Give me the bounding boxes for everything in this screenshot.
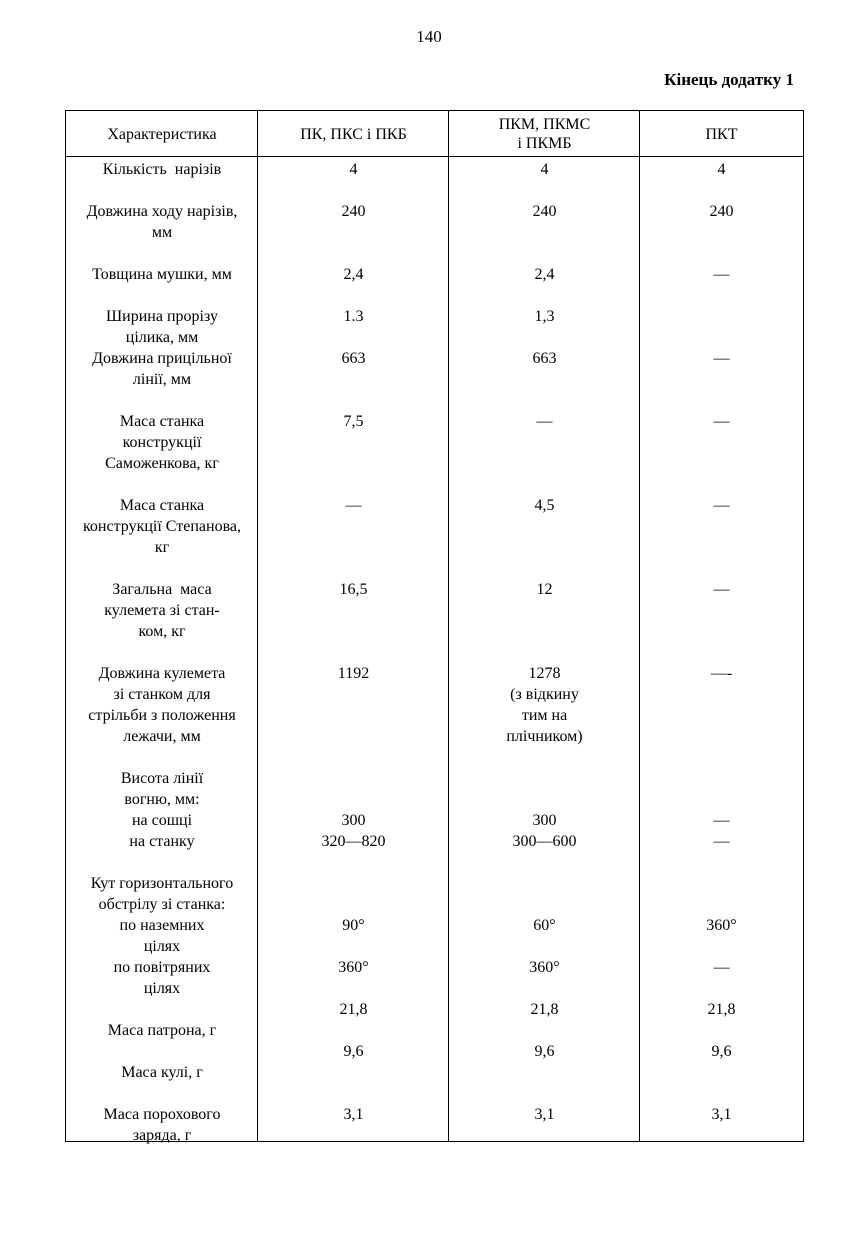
characteristics-table [65, 110, 804, 1142]
page-number: 140 [416, 27, 442, 46]
row-label: Висота лінії вогню, мм: на сошці на станку [120, 770, 204, 850]
row-label: Маса патрона, г [107, 1022, 217, 1039]
header-pk: ПК, ПКС і ПКБ [300, 125, 407, 143]
row-label: Довжина кулемета зі станком для стрільби з положення лежачи, мм [88, 665, 236, 745]
cell-pk: 663 [341, 350, 366, 367]
row-label: Маса станка конструкції Саможенкова, кг [105, 413, 219, 472]
cell-pkt: — [713, 413, 730, 430]
cell-pkm: 300 300—600 [512, 812, 577, 850]
cell-pkt: 21,8 [707, 1001, 736, 1018]
cell-pk: 9,6 [343, 1043, 364, 1060]
cell-pkm: 3,1 [534, 1106, 555, 1123]
header-pkt: ПКТ [705, 125, 738, 143]
header-pkm: ПКМ, ПКМС і ПКМБ [498, 116, 591, 152]
cell-pk: 4 [349, 161, 358, 178]
cell-pkm: 9,6 [534, 1043, 555, 1060]
cell-pk: 1192 [337, 665, 370, 682]
cell-pkm: 663 [532, 350, 557, 367]
row-label: Ширина прорізу цілика, мм [106, 308, 218, 346]
cell-pk: 2,4 [343, 266, 364, 283]
row-label: Загальна маса кулемета зі стан- ком, кг [104, 581, 220, 640]
cell-pkt: — [713, 497, 730, 514]
cell-pk: 3,1 [343, 1106, 364, 1123]
cell-pkt: 360° — [706, 917, 737, 976]
cell-pkm: 1278 (з відкину тим на плічником) [506, 665, 583, 745]
row-label: Довжина прицільної лінії, мм [92, 350, 232, 388]
cell-pk: 90° 360° [338, 917, 369, 976]
cell-pkm: 21,8 [530, 1001, 559, 1018]
cell-pkm: — [536, 413, 553, 430]
cell-pkt: — [713, 266, 730, 283]
cell-pkt: — [713, 350, 730, 367]
cell-pkt: — [713, 581, 730, 598]
cell-pk: 300 320—820 [321, 812, 386, 850]
row-label: Кількість нарізів [102, 161, 222, 178]
cell-pkm: 12 [536, 581, 553, 598]
cell-pkt: 3,1 [711, 1106, 732, 1123]
row-label: Маса станка конструкції Степанова, кг [82, 497, 242, 556]
cell-pkm: 60° 360° [529, 917, 560, 976]
cell-pkm: 2,4 [534, 266, 555, 283]
appendix-end-note: Кінець додатку 1 [664, 70, 794, 89]
row-label: Кут горизонтального обстрілу зі станка: по наземних цілях по повітряних цілях [90, 875, 234, 997]
cell-pk: 240 [341, 203, 366, 220]
row-label: Маса кулі, г [121, 1064, 203, 1081]
cell-pkm: 4 [540, 161, 549, 178]
cell-pk: 16,5 [339, 581, 368, 598]
cell-pk: — [345, 497, 362, 514]
row-label: Товщина мушки, мм [92, 266, 232, 283]
row-label: Маса порохового заряда, г [103, 1106, 221, 1144]
cell-pkt: 9,6 [711, 1043, 732, 1060]
cell-pkm: 240 [532, 203, 557, 220]
cell-pkt: 240 [709, 203, 734, 220]
header-characteristic: Характеристика [107, 125, 217, 143]
row-label: Довжина ходу нарізів, мм [86, 203, 238, 241]
cell-pkm: 4,5 [534, 497, 555, 514]
cell-pkt: 4 [717, 161, 726, 178]
cell-pkt: —- [710, 665, 733, 682]
cell-pk: 21,8 [339, 1001, 368, 1018]
cell-pk: 7,5 [343, 413, 364, 430]
cell-pk: 1.3 [343, 308, 364, 325]
cell-pkm: 1,3 [534, 308, 555, 325]
cell-pkt: — — [713, 812, 730, 850]
